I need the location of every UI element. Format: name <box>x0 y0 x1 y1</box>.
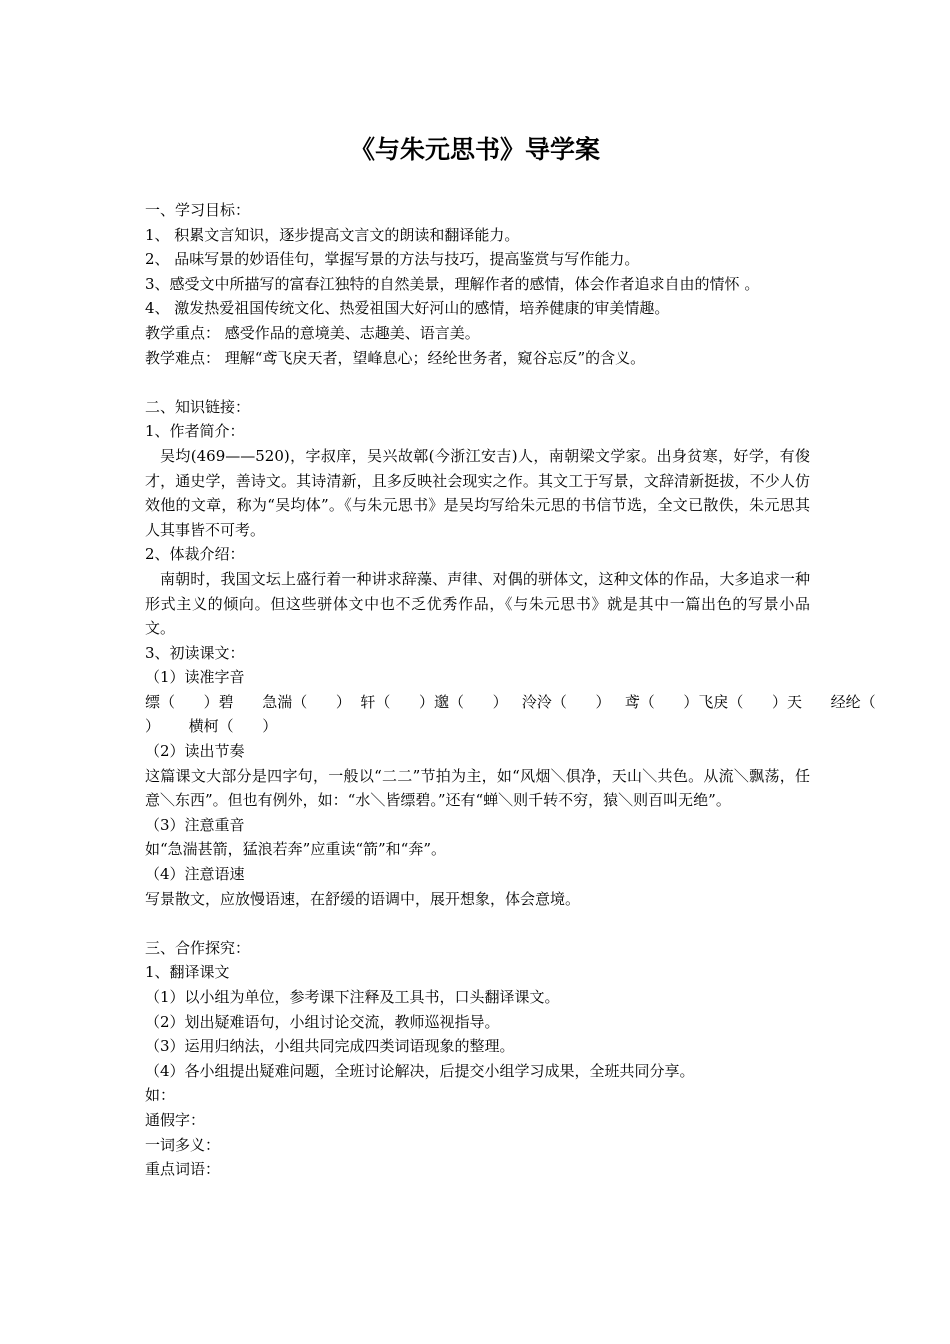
teaching-difficulty: 教学难点： 理解“鸢飞戾天者，望峰息心；经纶世务者，窥谷忘反”的含义。 <box>145 348 646 367</box>
key-words-label: 重点词语： <box>145 1160 221 1179</box>
speed-text: 写景散文，应放慢语速，在舒缓的语调中，展开想象，体会意境。 <box>145 889 581 908</box>
speed-heading: （4）注意语速 <box>145 865 245 884</box>
goal-item: 4、 激发热爱祖国传统文化、热爱祖国大好河山的感情，培养健康的审美情趣。 <box>145 299 670 318</box>
rhythm-text: 这篇课文大部分是四字句，一般以“二二”节拍为主，如“风烟＼俱净，天山＼共色。从流＼飘荡，任意＼东西”。但也有例外，如：“水＼皆缥碧。”还有“蝉＼则千转不穷，猿＼则百叫无绝”。 <box>145 766 810 810</box>
rhythm-heading: （2）读出节奏 <box>145 742 245 761</box>
tongjia-label: 通假字： <box>145 1110 206 1129</box>
document-title: 《与朱元思书》导学案 <box>349 135 600 164</box>
pronunciation-exercise-line: 缥（ ）碧 急湍（ ） 轩（ ）邈（ ） 泠泠（ ） 鸢（ ）飞戾（ ）天 经纶（ <box>145 692 876 711</box>
genre-heading: 2、体裁介绍： <box>145 545 245 564</box>
pronunciation-exercise-line: ） 横柯（ ） <box>145 717 278 736</box>
genre-intro-text: 南朝时，我国文坛上盛行着一种讲求辞藻、声律、对偶的骈体文，这种文体的作品，大多追求一种形式主义的倾向。但这些骈体文中也不乏优秀作品，《与朱元思书》就是其中一篇出色的写景小品文。 <box>145 569 810 638</box>
teaching-key-point: 教学重点： 感受作品的意境美、志趣美、语言美。 <box>145 323 480 342</box>
section-heading-knowledge: 二、知识链接： <box>145 397 251 416</box>
goal-item: 1、 积累文言知识，逐步提高文言文的朗读和翻译能力。 <box>145 225 520 244</box>
goal-item: 3、感受文中所描写的富春江独特的自然美景，理解作者的感情，体会作者追求自由的情怀 。 <box>145 274 760 293</box>
translate-step: （4）各小组提出疑难问题，全班讨论解决，后提交小组学习成果，全班共同分享。 <box>145 1061 695 1080</box>
polysemy-label: 一词多义： <box>145 1135 221 1154</box>
first-reading-heading: 3、初读课文： <box>145 643 245 662</box>
section-heading-explore: 三、合作探究： <box>145 938 251 957</box>
goal-item: 2、 品味写景的妙语佳句，掌握写景的方法与技巧，提高鉴赏与写作能力。 <box>145 250 640 269</box>
pronunciation-heading: （1）读准字音 <box>145 668 245 687</box>
author-intro-text: 吴均(469——520)，字叔庠，吴兴故鄣(今浙江安吉)人，南朝梁文学家。出身贫寒，好学，有俊才，通史学，善诗文。其诗清新，且多反映社会现实之作。其文工于写景，文辞清新挺拔，不少人仿效他的文章，称为“吴均体”。《与朱元思书》是吴均写给朱元思的书信节选，全文已散佚，朱元思其人其事皆不可考。 <box>145 446 810 539</box>
translate-heading: 1、翻译课文 <box>145 963 230 982</box>
stress-text: 如“急湍甚箭，猛浪若奔”应重读“箭”和“奔”。 <box>145 840 447 859</box>
section-heading-goals: 一、学习目标： <box>145 201 251 219</box>
translate-step: （1）以小组为单位，参考课下注释及工具书，口头翻译课文。 <box>145 988 560 1006</box>
document-body <box>145 198 876 1182</box>
translate-step: （3）运用归纳法，小组共同完成四类词语现象的整理。 <box>145 1037 515 1056</box>
author-heading: 1、作者简介： <box>145 422 245 441</box>
example-label: 如： <box>145 1086 176 1105</box>
stress-heading: （3）注意重音 <box>145 815 245 834</box>
translate-step: （2）划出疑难语句，小组讨论交流，教师巡视指导。 <box>145 1012 500 1031</box>
